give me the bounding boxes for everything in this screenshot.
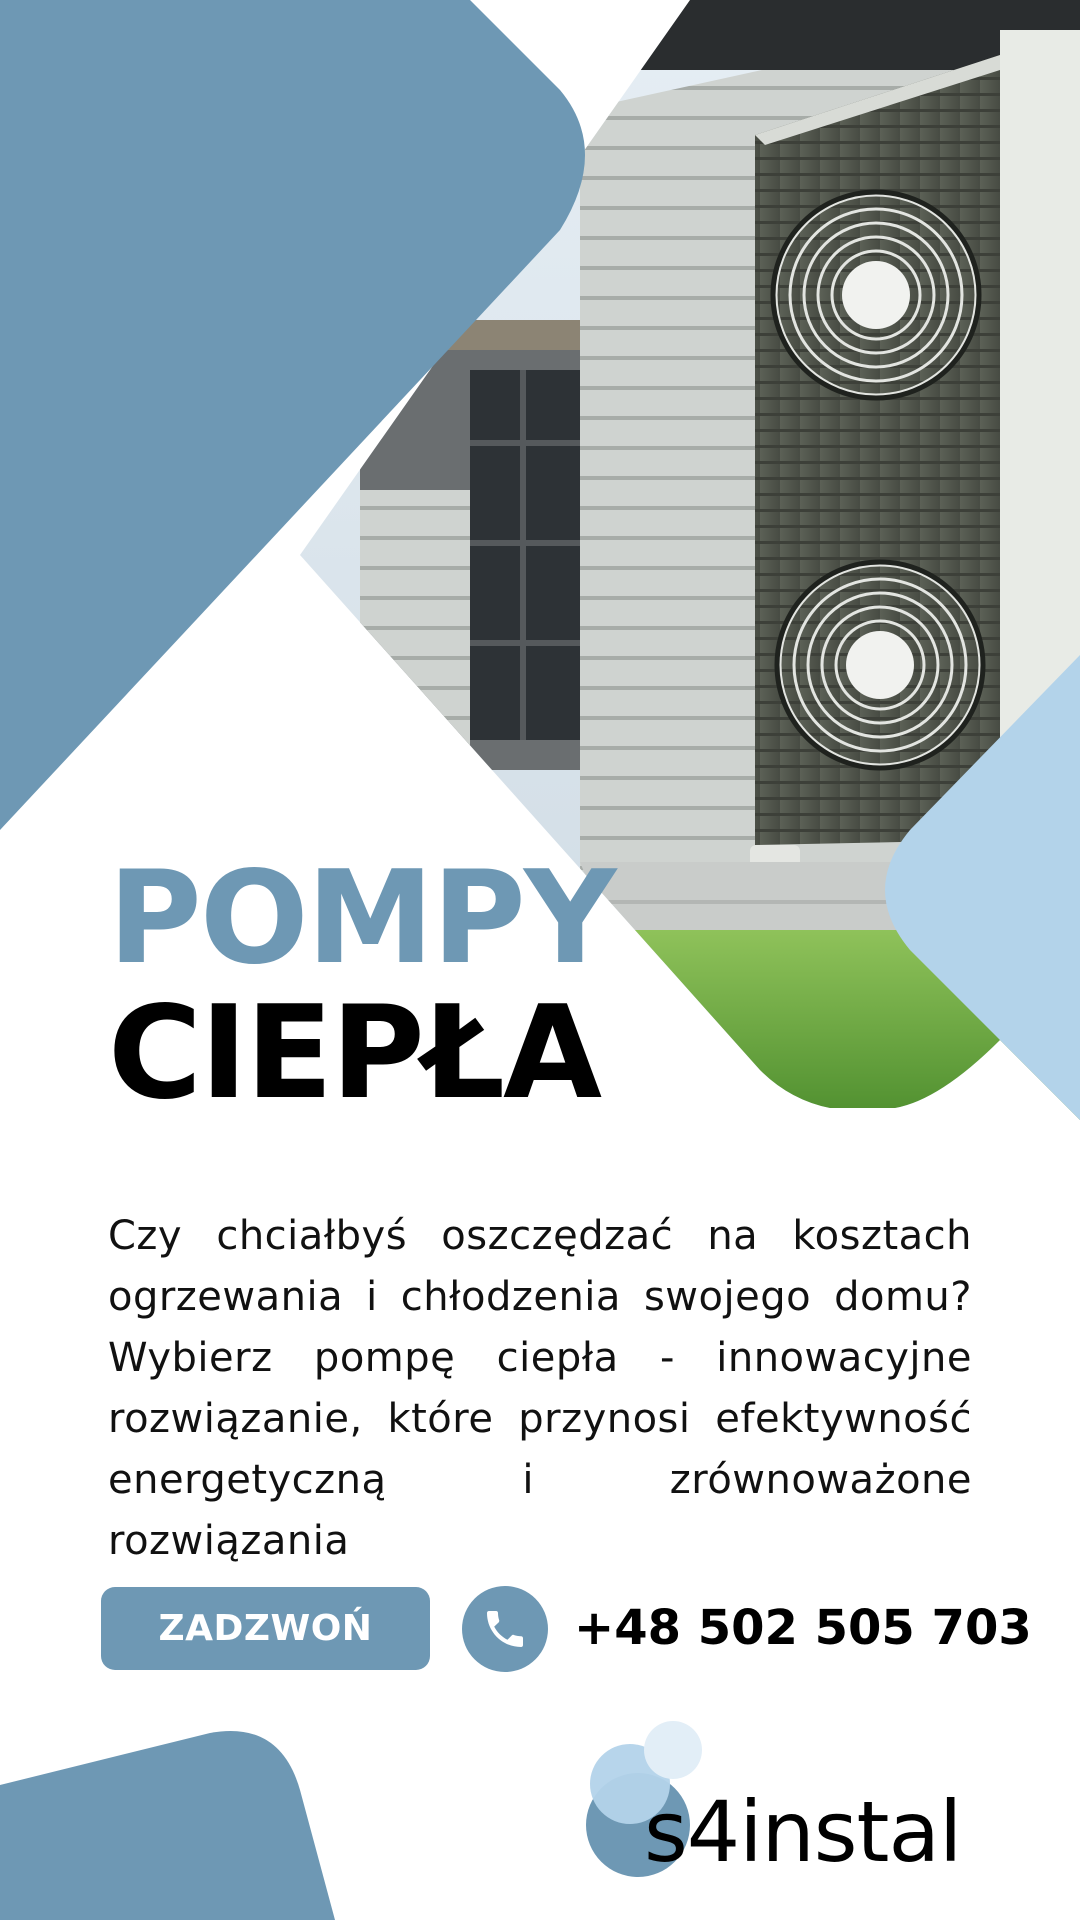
brand-logo-text: s4instal [644, 1783, 962, 1881]
call-button[interactable]: ZADZWOŃ [101, 1587, 430, 1670]
phone-icon [481, 1605, 529, 1653]
phone-button[interactable] [462, 1586, 548, 1672]
description-text: Czy chciałbyś oszczędzać na kosztach ogrzewania i chłodzenia swojego domu? Wybierz pompę ciepła - innowacyjne rozwiązanie, które przynosi efektywność energetyczną i zrównoważone rozwiązania [108, 1213, 972, 1564]
heading-pompy: POMPY [108, 844, 615, 993]
heading-ciepla: CIEPŁA [108, 979, 601, 1128]
phone-number[interactable]: +48 502 505 703 [574, 1600, 1032, 1656]
